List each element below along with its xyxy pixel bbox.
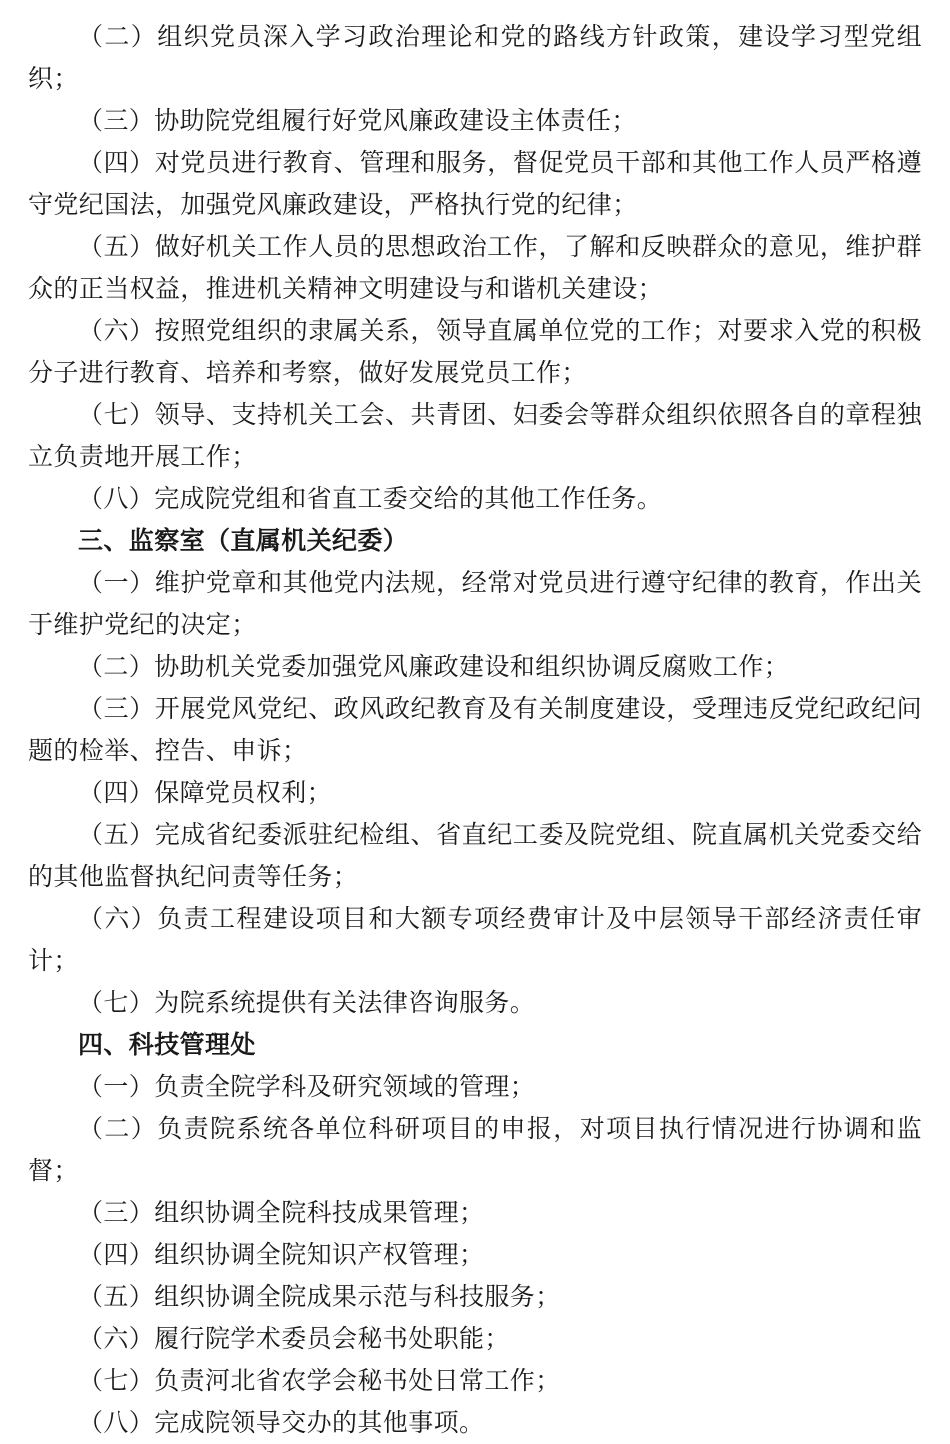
paragraph: （三）开展党风党纪、政风政纪教育及有关制度建设，受理违反党纪政纪问题的检举、控告、申诉；: [28, 694, 922, 765]
paragraph: （六）负责工程建设项目和大额专项经费审计及中层领导干部经济责任审计；: [28, 904, 922, 975]
paragraph: （一）负责全院学科及研究领域的管理；: [78, 1072, 536, 1101]
paragraph: （四）对党员进行教育、管理和服务，督促党员干部和其他工作人员严格遵守党纪国法，加强党风廉政建设，严格执行党的纪律；: [28, 148, 922, 219]
paragraph: （五）完成省纪委派驻纪检组、省直纪工委及院党组、院直属机关党委交给的其他监督执纪问责等任务；: [28, 820, 922, 891]
paragraph: （三）组织协调全院科技成果管理；: [78, 1198, 485, 1227]
paragraph: （七）为院系统提供有关法律咨询服务。: [78, 988, 536, 1017]
section-party-committee: [28, 16, 922, 520]
paragraph: （六）履行院学术委员会秘书处职能；: [78, 1324, 510, 1353]
paragraph: （七）负责河北省农学会秘书处日常工作；: [78, 1366, 561, 1395]
paragraph: （五）组织协调全院成果示范与科技服务；: [78, 1282, 561, 1311]
section-supervision-office: [28, 520, 922, 1024]
paragraph: （二）组织党员深入学习政治理论和党的路线方针政策，建设学习型党组织；: [28, 22, 922, 93]
paragraph: （八）完成院党组和省直工委交给的其他工作任务。: [78, 484, 663, 513]
paragraph: （四）保障党员权利；: [78, 778, 333, 807]
paragraph: （二）负责院系统各单位科研项目的申报，对项目执行情况进行协调和监督；: [28, 1114, 922, 1185]
paragraph: （六）按照党组织的隶属关系，领导直属单位党的工作；对要求入党的积极分子进行教育、培养和考察，做好发展党员工作；: [28, 316, 922, 387]
paragraph: （二）协助机关党委加强党风廉政建设和组织协调反腐败工作；: [78, 652, 790, 681]
paragraph: （八）完成院领导交办的其他事项。: [78, 1408, 485, 1437]
section-heading: 四、科技管理处: [78, 1030, 256, 1059]
section-sci-tech-management: [28, 1024, 922, 1444]
paragraph: （一）维护党章和其他党内法规，经常对党员进行遵守纪律的教育，作出关于维护党纪的决定；: [28, 568, 922, 639]
paragraph: （三）协助院党组履行好党风廉政建设主体责任；: [78, 106, 637, 135]
paragraph: （七）领导、支持机关工会、共青团、妇委会等群众组织依照各自的章程独立负责地开展工作；: [28, 400, 922, 471]
section-heading: 三、监察室（直属机关纪委）: [78, 526, 409, 555]
paragraph: （五）做好机关工作人员的思想政治工作，了解和反映群众的意见，维护群众的正当权益，推进机关精神文明建设与和谐机关建设；: [28, 232, 922, 303]
paragraph: （四）组织协调全院知识产权管理；: [78, 1240, 485, 1269]
